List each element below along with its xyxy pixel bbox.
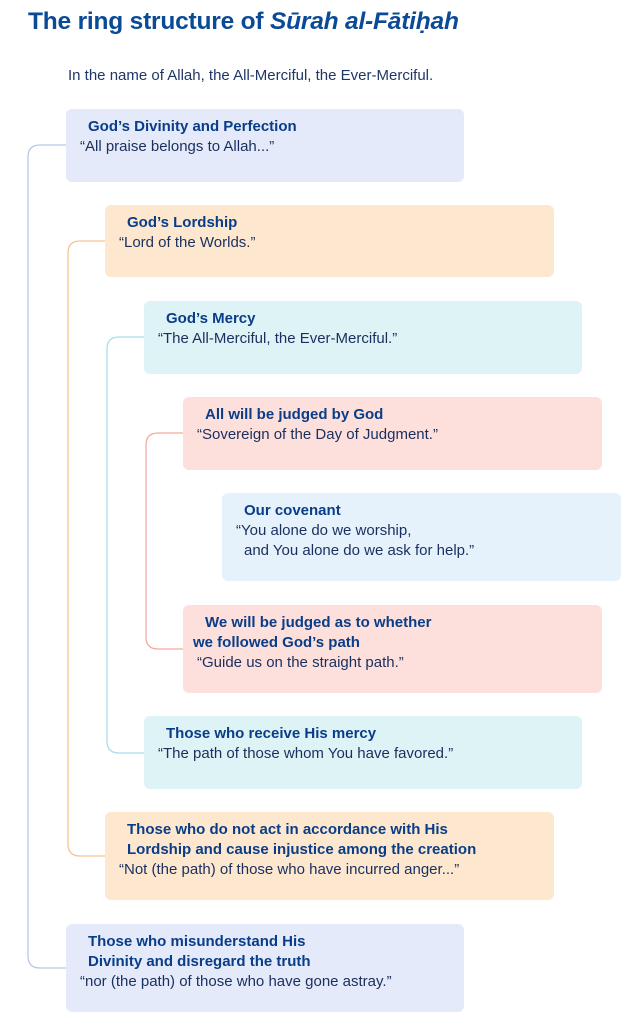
ring-box-misunderstand	[66, 924, 464, 1012]
box-heading: God’s Mercy	[166, 310, 256, 327]
box-heading: All will be judged by God	[205, 406, 384, 423]
box-heading: God’s Divinity and Perfection	[88, 118, 297, 135]
connector-level-3	[107, 337, 144, 753]
box-quote-line-2: and You alone do we ask for help.”	[244, 542, 475, 559]
ring-box-injustice	[105, 812, 554, 900]
ring-box-receive-mercy	[144, 716, 582, 789]
box-heading-line-2: Divinity and disregard the truth	[88, 953, 311, 970]
box-quote: “Lord of the Worlds.”	[119, 234, 256, 251]
box-heading: God’s Lordship	[127, 214, 238, 231]
box-quote: “The path of those whom You have favored.”	[158, 745, 454, 762]
box-heading: We will be judged as to whether	[205, 614, 432, 631]
box-quote: “All praise belongs to Allah...”	[80, 138, 275, 155]
box-heading: Those who receive His mercy	[166, 725, 377, 742]
box-heading: Our covenant	[244, 502, 341, 519]
box-quote: “Guide us on the straight path.”	[197, 654, 404, 671]
ring-box-lordship	[105, 205, 554, 277]
box-heading-line-2: we followed God’s path	[193, 634, 360, 651]
ring-box-covenant-center	[222, 493, 621, 581]
ring-box-mercy	[144, 301, 582, 374]
title-main: The ring structure of	[28, 8, 270, 35]
box-heading: Those who do not act in accordance with His	[127, 821, 448, 838]
box-quote: “You alone do we worship,	[236, 522, 412, 539]
connector-level-1	[28, 145, 66, 968]
connector-level-2	[68, 241, 105, 856]
box-heading: Those who misunderstand His	[88, 933, 306, 950]
ring-box-judgment	[183, 397, 602, 470]
ring-box-judged-path	[183, 605, 602, 693]
title-surah-name: Sūrah al-Fātiḥah	[269, 8, 459, 35]
box-heading-line-2: Lordship and cause injustice among the creation	[127, 841, 477, 858]
box-quote: “Sovereign of the Day of Judgment.”	[197, 426, 438, 443]
box-quote: “nor (the path) of those who have gone astray.”	[80, 973, 392, 990]
basmala-text: In the name of Allah, the All-Merciful, the Ever-Merciful.	[68, 67, 434, 84]
ring-box-divinity	[66, 109, 464, 182]
connector-level-4	[146, 433, 183, 649]
box-quote: “The All-Merciful, the Ever-Merciful.”	[158, 330, 398, 347]
box-quote: “Not (the path) of those who have incurred anger...”	[119, 861, 460, 878]
